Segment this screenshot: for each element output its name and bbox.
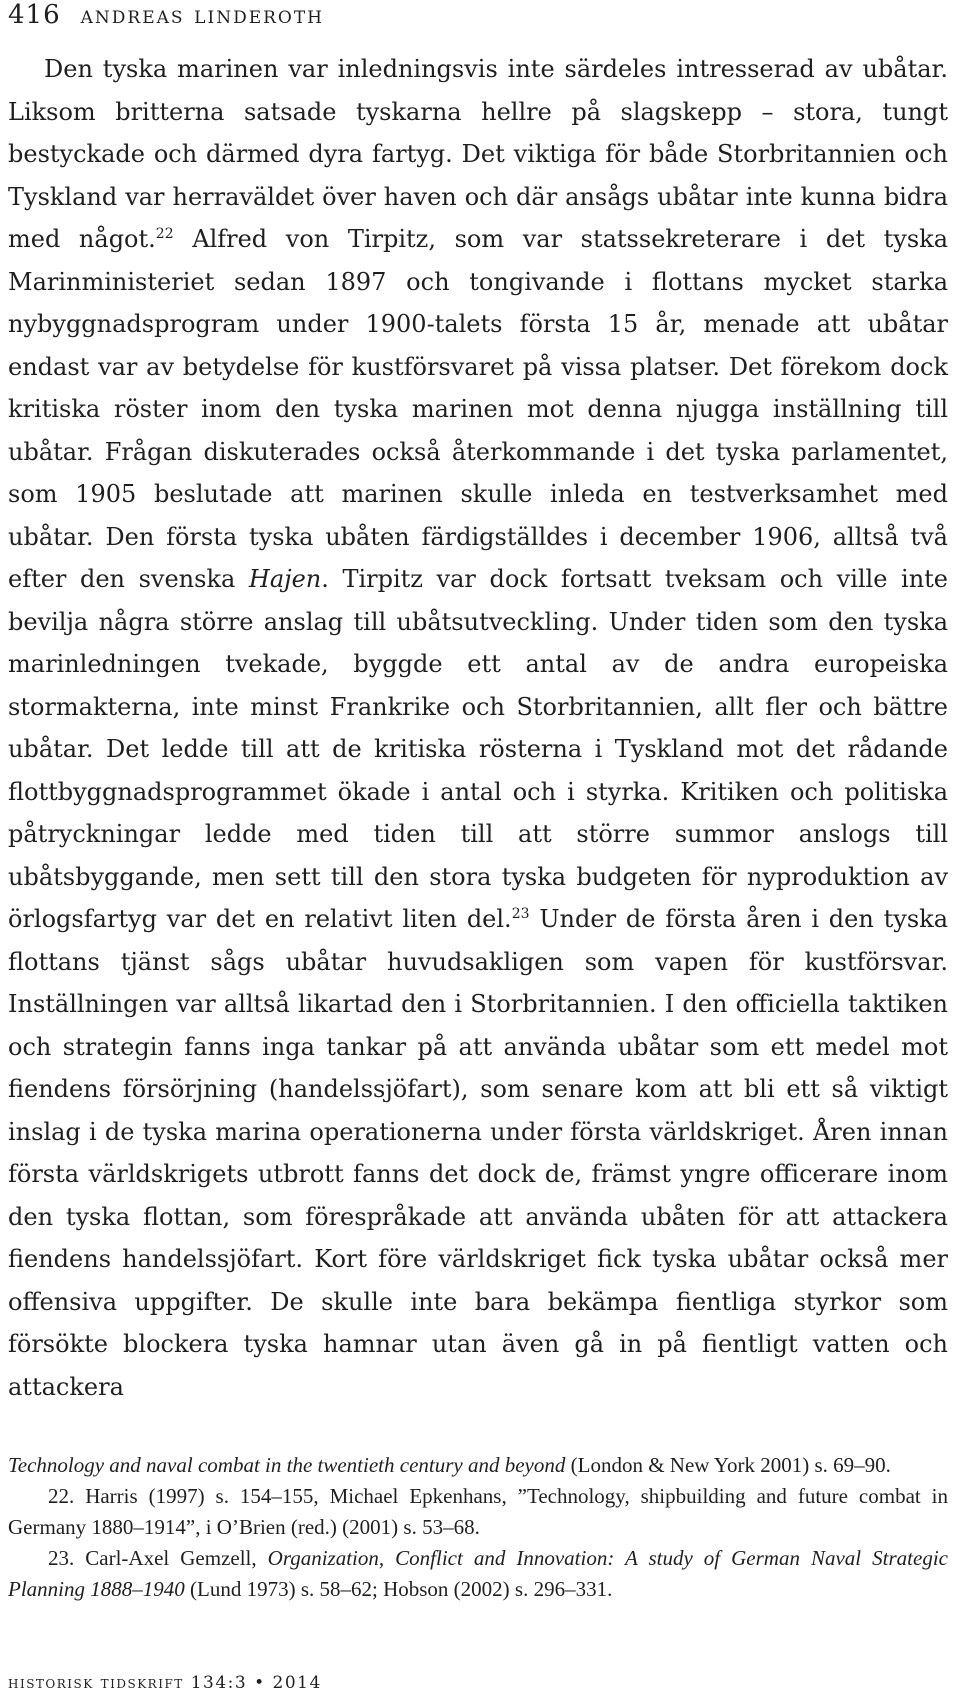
footnote-23-title: Organization, Conflict and Innovation: A study of German Naval Strategic Planning 1888–1940: [8, 1546, 948, 1601]
footnote-23: [8, 1543, 948, 1605]
footnote-23-rest: (Lund 1973) s. 58–62; Hobson (2002) s. 296–331.: [184, 1577, 613, 1601]
body-text-part-2: Alfred von Tirpitz, som var statssekreterare i det tyska Marinministeriet sedan 1897 och tongivande i flottans mycket starka nybyggnadsprogram under 1900-talets första 15 år, menade att ubåtar endast var av betydelse för kustförsvaret på vissa platser. Det förekom dock kritiska röster inom den tyska marinen mot denna njugga inställning till ubåtar. Frågan diskuterades också återkommande i det tyska parlamentet, som 1905 beslutade att marinen skulle inleda en testverksamhet med ubåtar. Den första tyska ubåten färdigställdes i december 1906, alltså två efter den svenska: [8, 225, 949, 593]
footnote-continuation: [8, 1450, 948, 1481]
body-text-part-3: . Tirpitz var dock fortsatt tveksam och ville inte bevilja några större anslag till ubåtsutveckling. Under tiden som den tyska marinledningen tvekade, byggde ett antal av de andra europeiska stormakterna, inte minst Frankrike och Storbritannien, allt fler och bättre ubåtar. Det ledde till att de kritiska rösterna i Tyskland mot det rådande flottbyggnadsprogrammet ökade i antal och i styrka. Kritiken och politiska påtryckningar ledde med tiden till att större summor anslogs till ubåtsbyggande, men sett till den stora tyska budgeten för nyproduktion av örlogsfartyg var det en relativt liten del.: [8, 565, 949, 933]
footnote-ref-23[interactable]: 23: [511, 906, 530, 922]
running-head-author: andreas linderoth: [80, 1, 325, 29]
ship-name-hajen: Hajen: [248, 565, 322, 593]
running-header: [8, 0, 948, 28]
body-paragraph: [8, 48, 948, 1408]
body-text-part-4: Under de första åren i den tyska flottans tjänst sågs ubåtar huvudsakligen som vapen för kustförsvar. Inställningen var alltså likartad den i Storbritannien. I den officiella taktiken och strategin fanns inga tankar på att använda ubåtar som ett medel mot fiendens försörjning (handelssjöfart), som senare kom att bli ett så viktigt inslag i de tyska marina operationerna under första världskriget. Åren innan första världskrigets utbrott fanns det dock de, främst yngre officerare inom den tyska flottan, som förespråkade att använda ubåten för att attackera fiendens handelssjöfart. Kort före världskriget fick tyska ubåtar också mer offensiva uppgifter. De skulle inte bara bekämpa fientliga styrkor som försökte blockera tyska hamnar utan även gå in på fientligt vatten och attackera: [8, 905, 948, 1401]
footnote-22: 22. Harris (1997) s. 154–155, Michael Epkenhans, ”Technology, shipbuilding and future combat in Germany 1880–1914”, i O’Brien (red.) (2001) s. 53–68.: [8, 1484, 948, 1539]
body-text: [8, 48, 948, 1408]
body-text-part-1: Den tyska marinen var inledningsvis inte särdeles intresserad av ubåtar. Liksom britterna satsade tyskarna hellre på slagskepp – stora, tungt bestyckade och därmed dyra fartyg. Det viktiga för både Storbritannien och Tyskland var herraväldet över haven och där ansågs ubåtar inte kunna bidra med något.: [8, 55, 948, 253]
footnote-continuation-rest: (London & New York 2001) s. 69–90.: [565, 1453, 891, 1477]
footnote-continuation-title: Technology and naval combat in the twentieth century and beyond: [8, 1453, 566, 1477]
page-number: 416: [8, 0, 61, 30]
footnotes: [8, 1450, 948, 1605]
running-footer: historisk tidskrift 134:3 • 2014: [8, 1673, 322, 1693]
footnote-23-author: 23. Carl-Axel Gemzell,: [48, 1546, 268, 1570]
footnote-ref-22[interactable]: 22: [155, 226, 174, 242]
